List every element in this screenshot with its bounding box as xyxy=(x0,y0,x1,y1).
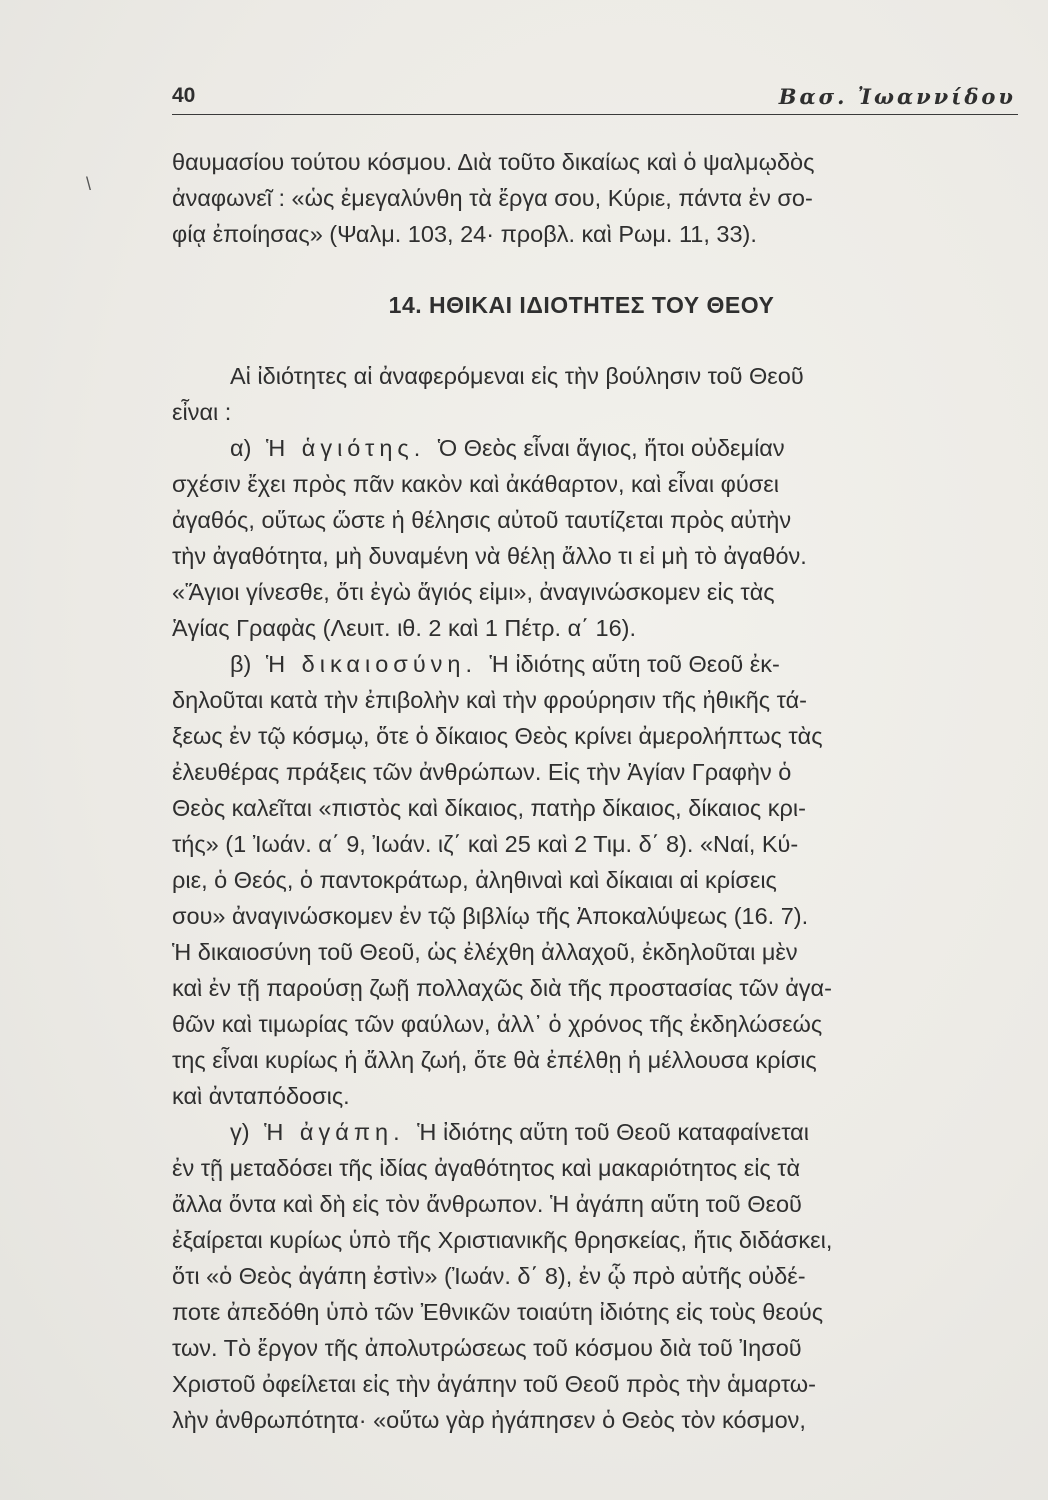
text-line: Χριστοῦ ὀφείλεται εἰς τὴν ἀγάπην τοῦ Θεοῦ πρὸς τὴν ἁμαρτω- xyxy=(172,1371,816,1397)
text-line: ξεως ἐν τῷ κόσμῳ, ὅτε ὁ δίκαιος Θεὸς κρίνει ἀμερολήπτως τὰς xyxy=(172,723,823,749)
text-line: φίᾳ ἐποίησας» (Ψαλμ. 103, 24· προβλ. καὶ Ρωμ. 11, 33). xyxy=(172,221,757,247)
text-line: δηλοῦται κατὰ τὴν ἐπιβολὴν καὶ τὴν φρούρησιν τῆς ἠθικῆς τά- xyxy=(172,687,807,713)
text-line: Θεὸς καλεῖται «πιστὸς καὶ δίκαιος, πατὴρ δίκαιος, δίκαιος κρι- xyxy=(172,795,806,821)
text-line: ἀναφωνεῖ : «ὡς ἐμεγαλύνθη τὰ ἔργα σου, Κύριε, πάντα ἐν σο- xyxy=(172,185,813,211)
text-line: τὴν ἀγαθότητα, μὴ δυναμένη νὰ θέλῃ ἄλλο τι εἰ μὴ τὸ ἀγαθόν. xyxy=(172,543,807,569)
page-header xyxy=(172,84,1018,115)
margin-mark: \ xyxy=(86,174,92,194)
text-segment: Ὁ Θεὸς εἶναι ἅγιος, ἤτοι οὐδεμίαν xyxy=(437,435,785,461)
text-line: ἄλλα ὄντα καὶ δὴ εἰς τὸν ἄνθρωπον. Ἡ ἀγάπη αὕτη τοῦ Θεοῦ xyxy=(172,1191,802,1217)
text-line: ὅτι «ὁ Θεὸς ἀγάπη ἐστὶν» (Ἰωάν. δ΄ 8), ἐν ᾧ πρὸ αὐτῆς οὐδέ- xyxy=(172,1263,806,1289)
section-heading: 14. ΗΘΙΚΑΙ ΙΔΙΟΤΗΤΕΣ ΤΟΥ ΘΕΟΥ xyxy=(388,292,775,318)
text-line: σου» ἀναγινώσκομεν ἐν τῷ βιβλίῳ τῆς Ἀποκαλύψεως (16. 7). xyxy=(172,903,809,929)
running-head: Βασ. Ἰωαννίδου xyxy=(778,84,1016,109)
text-line: σχέσιν ἔχει πρὸς πᾶν κακὸν καὶ ἀκάθαρτον, καὶ εἶναι φύσει xyxy=(172,471,779,497)
text-line: Ἡ δικαιοσύνη τοῦ Θεοῦ, ὡς ἐλέχθη ἀλλαχοῦ, ἐκδηλοῦται μὲν xyxy=(172,939,798,965)
text-line: ἐξαίρεται κυρίως ὑπὸ τῆς Χριστιανικῆς θρησκείας, ἥτις διδάσκει, xyxy=(172,1227,833,1253)
text-line: καὶ ἐν τῇ παρούσῃ ζωῇ πολλαχῶς διὰ τῆς προστασίας τῶν ἀγα- xyxy=(172,975,832,1001)
item-label: β) xyxy=(230,651,252,677)
text-line: εἶναι : xyxy=(172,399,232,425)
text-line: ἀγαθός, οὕτως ὥστε ἡ θέλησις αὐτοῦ ταυτίζεται πρὸς αὐτὴν xyxy=(172,507,792,533)
item-label: γ) xyxy=(230,1119,250,1145)
text-line: ἐλευθέρας πράξεις τῶν ἀνθρώπων. Εἰς τὴν Ἁγίαν Γραφὴν ὁ xyxy=(172,759,792,785)
text-line: θῶν καὶ τιμωρίας τῶν φαύλων, ἀλλ᾽ ὁ χρόνος τῆς ἐκδηλώσεώς xyxy=(172,1011,823,1037)
text-line: Αἱ ἰδιότητες αἱ ἀναφερόμεναι εἰς τὴν βούλησιν τοῦ Θεοῦ xyxy=(230,363,804,389)
text-line: τής» (1 Ἰωάν. α΄ 9, Ἰωάν. ιζ΄ καὶ 25 καὶ 2 Τιμ. δ΄ 8). «Ναί, Κύ- xyxy=(172,831,799,857)
term-justice: Ἡ δικαιοσύνη. xyxy=(265,651,478,677)
text-line: καὶ ἀνταπόδοσις. xyxy=(172,1083,350,1109)
item-label: α) xyxy=(230,435,252,461)
text-line: ποτε ἀπεδόθη ὑπὸ τῶν Ἐθνικῶν τοιαύτη ἰδιότης εἰς τοὺς θεούς xyxy=(172,1299,824,1325)
text-line: θαυμασίου τούτου κόσμου. Διὰ τοῦτο δικαίως καὶ ὁ ψαλμῳδὸς xyxy=(172,149,815,175)
text-line: ἐν τῇ μεταδόσει τῆς ἰδίας ἀγαθότητος καὶ μακαριότητος εἰς τὰ xyxy=(172,1155,801,1181)
justice-first-line xyxy=(230,650,780,678)
term-holiness: Ἡ ἁγιότης. xyxy=(265,435,426,461)
text-line: «Ἅγιοι γίνεσθε, ὅτι ἐγὼ ἅγιός εἰμι», ἀναγινώσκομεν εἰς τὰς xyxy=(172,579,775,605)
text-line: λὴν ἀνθρωπότητα· «οὕτω γὰρ ἠγάπησεν ὁ Θεὸς τὸν κόσμον, xyxy=(172,1407,806,1433)
text-line: των. Τὸ ἔργον τῆς ἀπολυτρώσεως τοῦ κόσμου διὰ τοῦ Ἰησοῦ xyxy=(172,1335,802,1361)
text-line: της εἶναι κυρίως ἡ ἄλλη ζωή, ὅτε θὰ ἐπέλθῃ ἡ μέλλουσα κρίσις xyxy=(172,1047,817,1073)
text-segment: Ἡ ἰδιότης αὕτη τοῦ Θεοῦ καταφαίνεται xyxy=(417,1119,809,1145)
page-number: 40 xyxy=(172,84,196,107)
text-line: Ἁγίας Γραφὰς (Λευιτ. ιθ. 2 καὶ 1 Πέτρ. α΄ 16). xyxy=(172,615,637,641)
text-line: ριε, ὁ Θεός, ὁ παντοκράτωρ, ἀληθιναὶ καὶ δίκαιαι αἱ κρίσεις xyxy=(172,867,777,893)
text-segment: Ἡ ἰδιότης αὕτη τοῦ Θεοῦ ἐκ- xyxy=(489,651,780,677)
term-love: Ἡ ἀγάπη. xyxy=(264,1119,405,1145)
love-first-line xyxy=(230,1118,809,1146)
holiness-first-line xyxy=(230,434,785,462)
